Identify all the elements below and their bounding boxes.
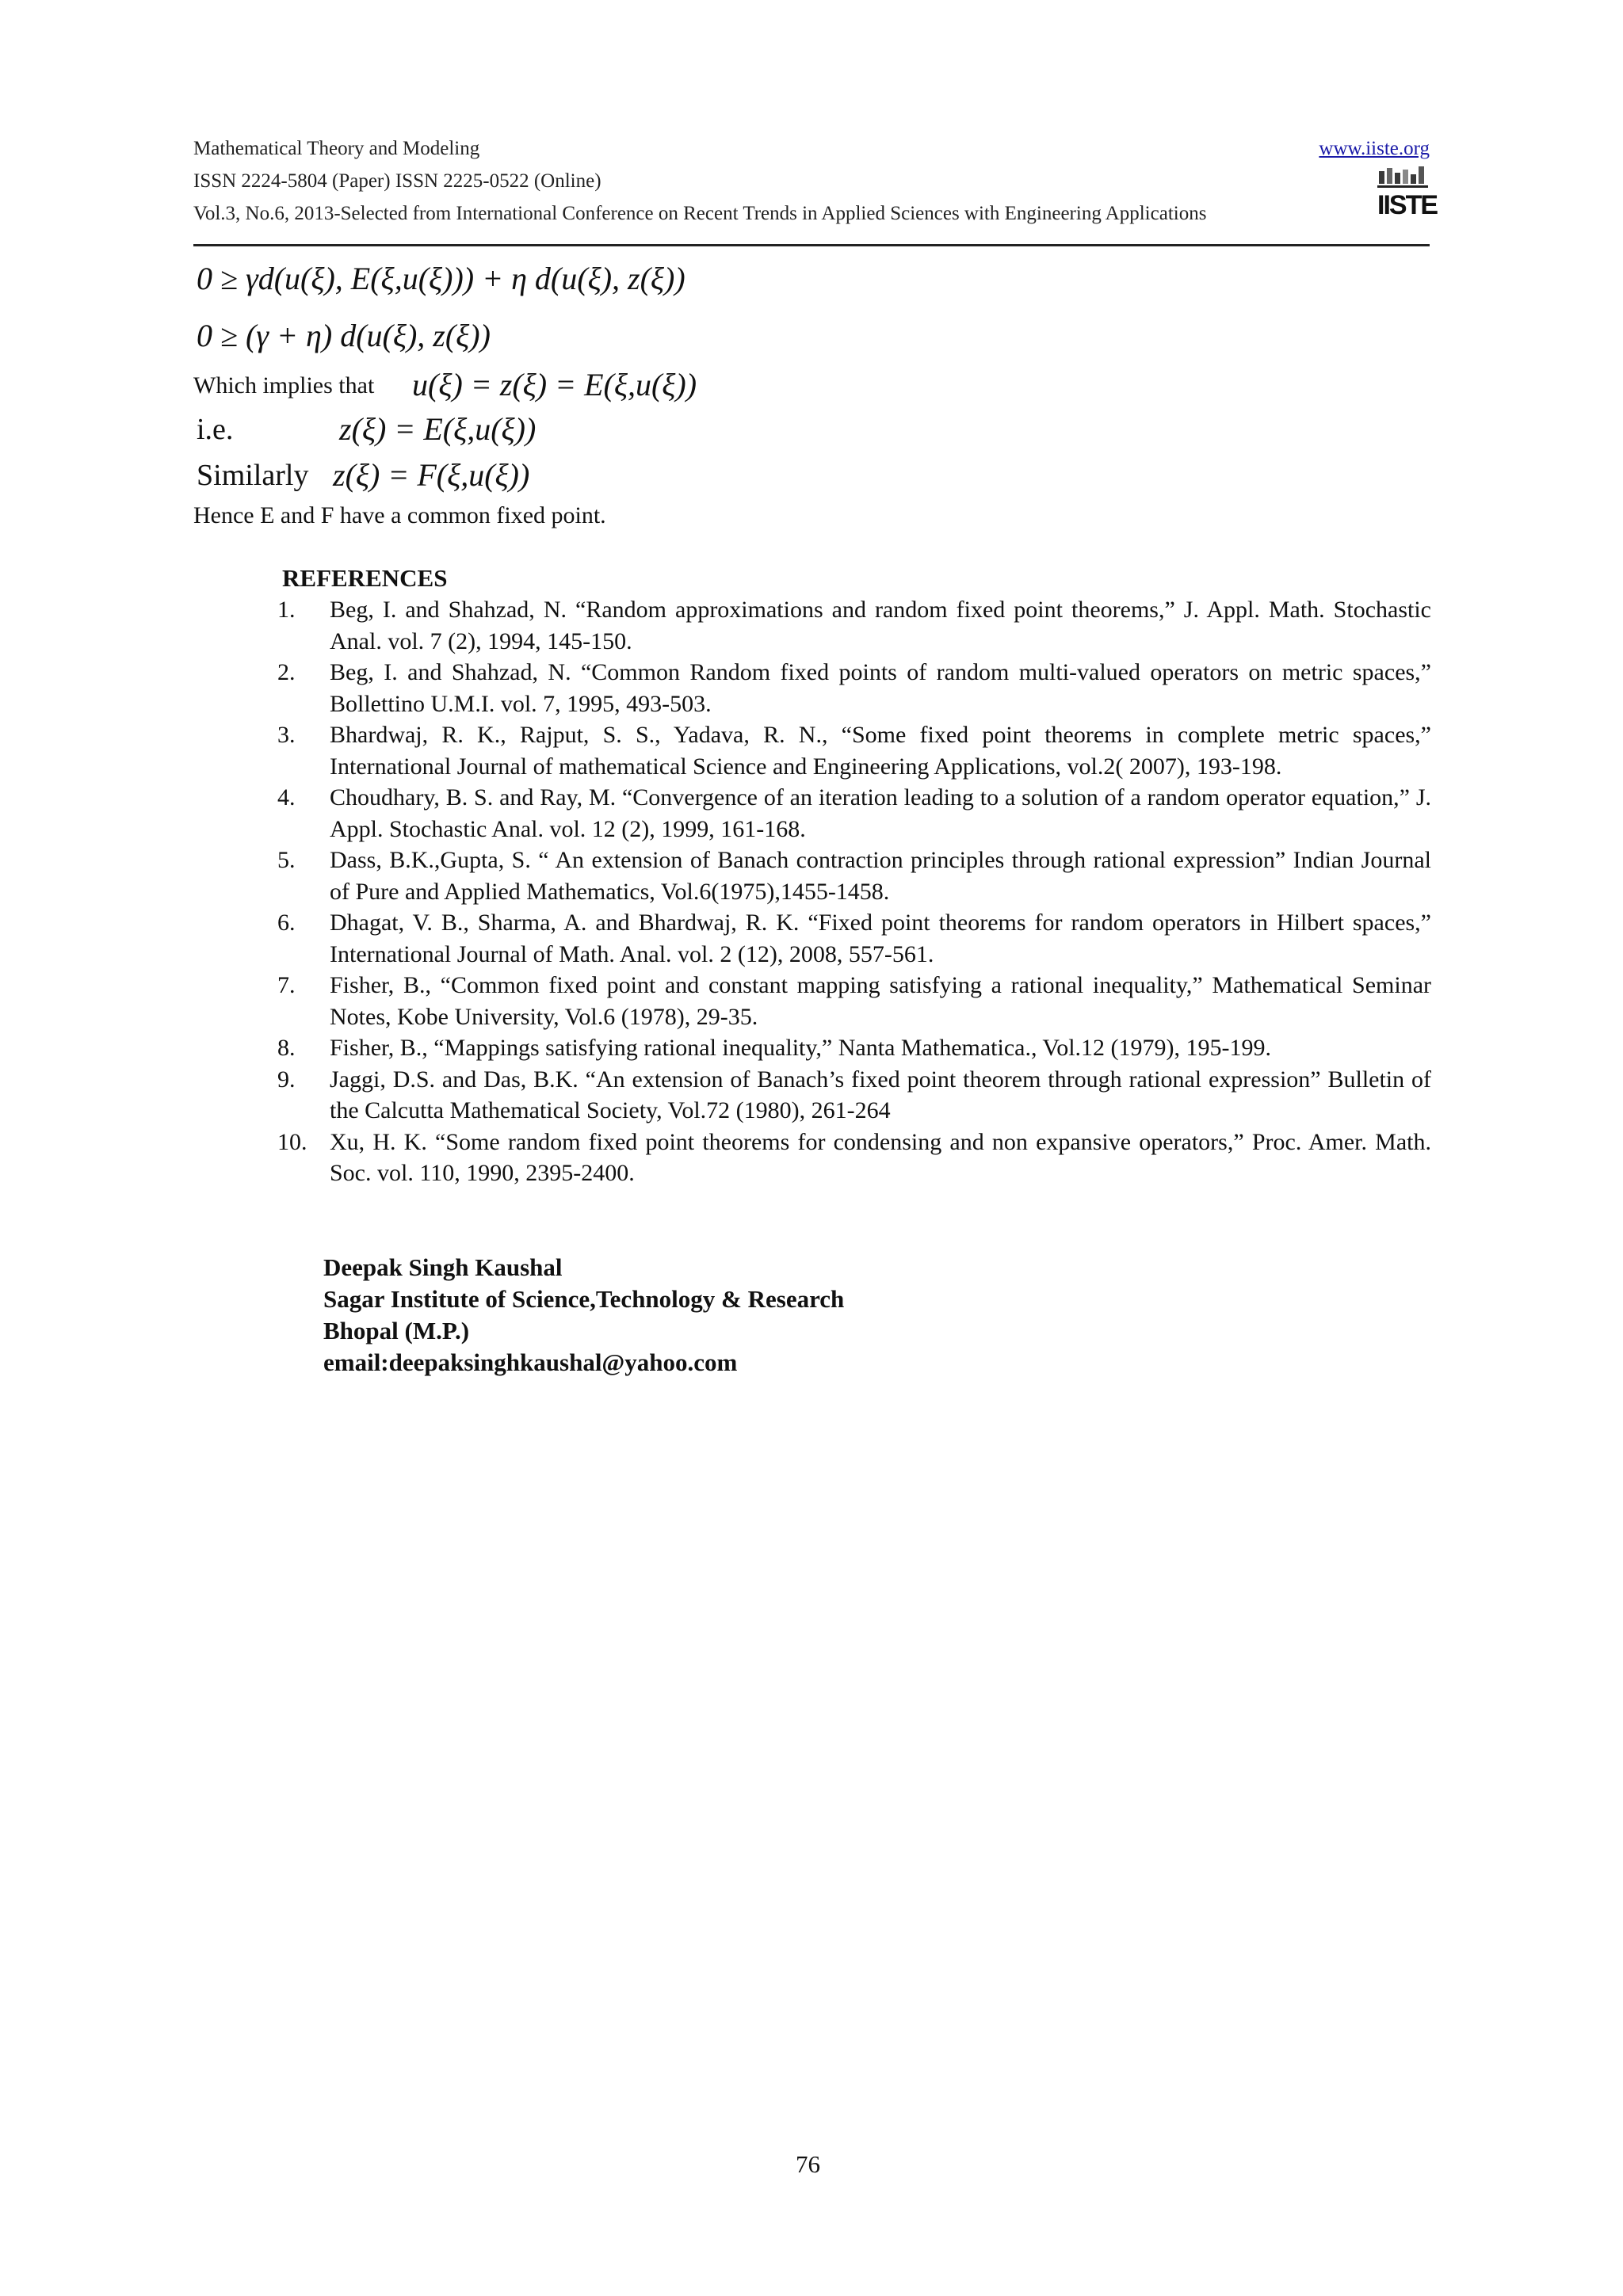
similarly-equation: z(ξ) = F(ξ,u(ξ)) <box>333 457 530 493</box>
author-location: Bhopal (M.P.) <box>323 1317 470 1344</box>
reference-number: 4. <box>277 784 296 810</box>
reference-number: 9. <box>277 1066 296 1093</box>
reference-text: Dass, B.K.,Gupta, S. “ An extension of Banach contraction principles through rational expression” Indian Journal of Pure and Applied Mathematics, Vol.6(1975),1455-1458. <box>330 847 1431 905</box>
reference-text: Fisher, B., “Common fixed point and constant mapping satisfying a rational inequality,” Mathematical Seminar Notes, Kobe University, Vol.6 (1978), 29-35. <box>330 972 1431 1030</box>
reference-number: 2. <box>277 659 296 685</box>
issn-line: ISSN 2224-5804 (Paper) ISSN 2225-0522 (Online) <box>193 170 601 192</box>
reference-number: 7. <box>277 972 296 998</box>
reference-item <box>277 970 1431 1032</box>
author-name: Deepak Singh Kaushal <box>323 1253 563 1281</box>
reference-item <box>277 782 1431 845</box>
author-email[interactable]: email:deepaksinghkaushal@yahoo.com <box>323 1348 738 1376</box>
reference-item <box>277 1032 1431 1064</box>
reference-list <box>277 594 1431 1189</box>
reference-text: Fisher, B., “Mappings satisfying rational inequality,” Nanta Mathematica., Vol.12 (1979), 195-199. <box>330 1035 1272 1061</box>
author-institute: Sagar Institute of Science,Technology & Research <box>323 1285 845 1313</box>
reference-number: 3. <box>277 722 296 748</box>
reference-number: 8. <box>277 1035 296 1061</box>
inequality-line-1: 0 ≥ γd(u(ξ), E(ξ,u(ξ))) + η d(u(ξ), z(ξ)) <box>197 261 685 296</box>
volume-line: Vol.3, No.6, 2013-Selected from International Conference on Recent Trends in Applied Sciences with Engineering Applications <box>193 203 1207 224</box>
ie-equation: z(ξ) = E(ξ,u(ξ)) <box>339 411 537 447</box>
conclusion-text: Hence E and F have a common fixed point. <box>193 502 606 528</box>
reference-number: 5. <box>277 847 296 873</box>
implies-equation: u(ξ) = z(ξ) = E(ξ,u(ξ)) <box>412 367 697 402</box>
ie-label: i.e. <box>197 413 234 446</box>
reference-item <box>277 1064 1431 1127</box>
reference-item <box>277 845 1431 907</box>
author-block <box>323 1252 844 1379</box>
reference-number: 6. <box>277 910 296 936</box>
website-link[interactable]: www.iiste.org <box>1319 138 1430 159</box>
reference-number: 1. <box>277 597 296 623</box>
reference-item <box>277 719 1431 782</box>
implies-text: Which implies that <box>193 372 375 399</box>
reference-item <box>277 1127 1431 1189</box>
reference-text: Dhagat, V. B., Sharma, A. and Bhardwaj, R. K. “Fixed point theorems for random operators in Hilbert spaces,” International Journal of Math. Anal. vol. 2 (12), 2008, 557-561. <box>330 910 1431 967</box>
inequality-line-2: 0 ≥ (γ + η) d(u(ξ), z(ξ)) <box>197 318 491 353</box>
logo-text: IISTE <box>1377 190 1438 220</box>
reference-text: Jaggi, D.S. and Das, B.K. “An extension of Banach’s fixed point theorem through rational expression” Bulletin of the Calcutta Mathematical Society, Vol.72 (1980), 261-264 <box>330 1066 1431 1123</box>
page-number: 76 <box>796 2150 820 2178</box>
reference-item <box>277 907 1431 970</box>
reference-text: Choudhary, B. S. and Ray, M. “Convergence of an iteration leading to a solution of a random operator equation,” J. Appl. Stochastic Anal. vol. 12 (2), 1999, 161-168. <box>330 784 1431 842</box>
journal-title: Mathematical Theory and Modeling <box>193 138 480 159</box>
reference-text: Bhardwaj, R. K., Rajput, S. S., Yadava, R. N., “Some fixed point theorems in complete metric spaces,” International Journal of mathematical Science and Engineering Applications, vol.2( 2007), 193-198. <box>330 722 1431 780</box>
reference-text: Beg, I. and Shahzad, N. “Common Random fixed points of random multi-valued operators on metric spaces,” Bollettino U.M.I. vol. 7, 1995, 493-503. <box>330 659 1431 717</box>
reference-item <box>277 594 1431 657</box>
reference-text: Beg, I. and Shahzad, N. “Random approximations and random fixed point theorems,” J. Appl. Math. Stochastic Anal. vol. 7 (2), 1994, 145-150. <box>330 597 1431 654</box>
similarly-label: Similarly <box>197 459 309 492</box>
reference-text: Xu, H. K. “Some random fixed point theorems for condensing and non expansive operators,” Proc. Amer. Math. Soc. vol. 110, 1990, 2395-2400. <box>330 1128 1431 1186</box>
header-rule <box>193 244 1430 246</box>
reference-item <box>277 657 1431 719</box>
iiste-logo <box>1377 166 1438 230</box>
references-heading: REFERENCES <box>282 564 448 592</box>
reference-number: 10. <box>277 1128 307 1155</box>
